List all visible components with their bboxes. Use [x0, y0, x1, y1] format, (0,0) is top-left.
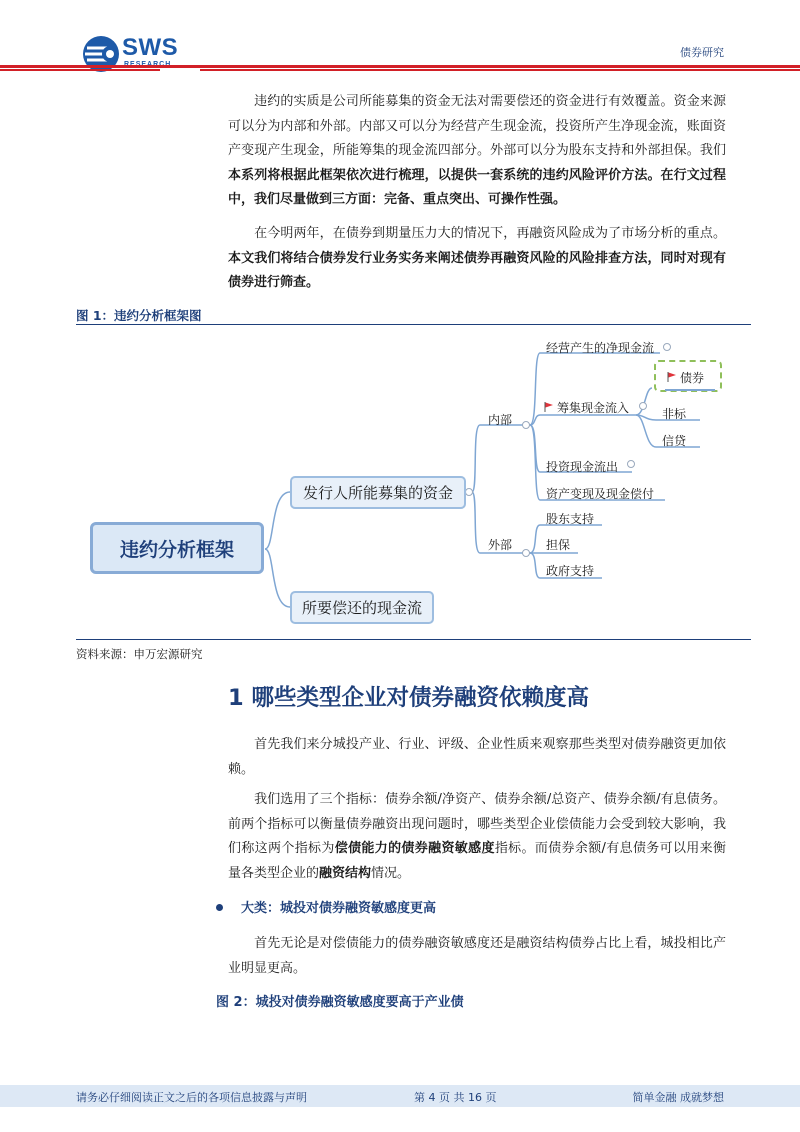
connector-fin-bond — [636, 388, 652, 415]
bullet-heading-text: 大类：城投对债券融资敏感度更高 — [241, 901, 437, 916]
intro-p1-text: 违约的实质是公司所能募集的资金无法对需要偿还的资金进行有效覆盖。资金来源可以分为内部和外部。内部又可以分为经营产生现金流，投资所产生净现金流，账面资产变现产生现金，所能筹集的现金流四部分。外部可以分为股东支持和外部担保。我们 — [228, 94, 726, 158]
connector-raised-internal — [472, 425, 530, 492]
figure-2-title: 图 2：城投对债券融资敏感度要高于产业债 — [216, 995, 464, 1010]
section1-p2-text-a: 我们选用了三个指标：债券余额/净资产、债券余额/总资产、债券余额/有息债务。前两个指标可以衡量债券融资出现问题时，哪些类型企业偿债能力会受到较大影响，我们称这两个指标为 — [228, 792, 726, 856]
bond-underline — [665, 389, 715, 391]
connector-root-raised — [265, 492, 290, 549]
collapse-marker-financing — [640, 403, 647, 410]
mindmap-node-financing — [544, 399, 629, 416]
section1-paragraph-3 — [228, 932, 726, 981]
sws-logo-icon — [82, 34, 120, 74]
figure-1-title: 图 1：违约分析框架图 — [76, 308, 202, 323]
section-label: 债券研究 — [680, 46, 724, 59]
section1-p2-text-b: 指标。而债券余额/有息债务可以用来衡量各类型企业的 — [228, 841, 726, 881]
section1-p2-bold-a: 偿债能力的债券融资敏感度 — [334, 841, 495, 856]
intro-p2-bold: 本文我们将结合债券发行业务实务来阐述债券再融资风险的风险排查方法，同时对现有债券进行筛查。 — [228, 250, 726, 290]
collapse-marker-internal — [523, 422, 530, 429]
mindmap-node-internal: 内部 — [488, 413, 513, 427]
figure-1-source: 资料来源：申万宏源研究 — [76, 647, 203, 661]
intro-paragraph-1 — [228, 90, 726, 213]
mindmap-node-credit: 信贷 — [662, 434, 687, 448]
mindmap-node-op-cf: 经营产生的净现金流 — [546, 341, 655, 355]
section1-paragraph-2 — [228, 788, 726, 886]
figure-1-bottom-rule — [76, 639, 751, 640]
mindmap-node-external: 外部 — [488, 538, 513, 552]
mindmap-node-guarantee: 担保 — [546, 538, 571, 552]
section1-p3-text: 首先无论是对偿债能力的债券融资敏感度还是融资结构债券占比上看，城投相比产业明显更高。 — [228, 936, 726, 976]
mindmap-node-government: 政府支持 — [546, 564, 595, 578]
section1-paragraph-1 — [228, 733, 726, 782]
header-rule — [0, 65, 800, 68]
expand-marker-op — [664, 344, 671, 351]
footer-page-number: 第 4 页 共 16 页 — [414, 1091, 497, 1104]
logo-text: SWS — [122, 34, 179, 61]
mindmap-node-nonstd: 非标 — [662, 407, 687, 421]
intro-p2-text: 在今明两年，在债券到期量压力大的情况下，再融资风险成为了市场分析的重点。 — [254, 226, 726, 241]
bullet-dot-icon — [216, 904, 223, 911]
collapse-marker-raised — [466, 489, 473, 496]
expand-marker-invest — [628, 461, 635, 468]
connector-internal-financing — [530, 415, 636, 425]
footer-disclaimer: 请务必仔细阅读正文之后的各项信息披露与声明 — [76, 1091, 307, 1104]
mindmap-node-repay: 所要偿还的现金流 — [290, 591, 434, 624]
mindmap-root: 违约分析框架 — [90, 522, 264, 574]
mindmap-node-shareholder: 股东支持 — [546, 512, 595, 526]
mindmap-node-invest: 投资现金流出 — [546, 460, 619, 474]
mindmap-node-bond-label: 债券 — [680, 371, 705, 385]
header-rule-left — [0, 69, 160, 71]
header-rule-right — [200, 69, 800, 71]
flag-icon — [544, 401, 554, 413]
flag-icon — [667, 371, 677, 383]
mindmap-node-bond — [667, 369, 704, 386]
section1-p2-text-c: 情况。 — [371, 865, 411, 881]
mindmap-node-asset: 资产变现及现金偿付 — [546, 487, 655, 501]
section-heading: 1 哪些类型企业对债券融资依赖度高 — [228, 685, 589, 711]
section1-p2-bold-b: 融资结构 — [319, 865, 372, 881]
bullet-heading — [216, 897, 436, 916]
section1-p1-text: 首先我们来分城投产业、行业、评级、企业性质来观察那些类型对债券融资更加依赖。 — [228, 737, 726, 777]
footer-slogan: 简单金融 成就梦想 — [632, 1091, 724, 1104]
collapse-marker-external — [523, 550, 530, 557]
mindmap-node-raised: 发行人所能募集的资金 — [290, 476, 466, 509]
mindmap-node-financing-label: 筹集现金流入 — [557, 401, 630, 415]
intro-paragraph-2 — [228, 222, 726, 296]
sws-logo — [82, 34, 192, 74]
connector-root-repay — [265, 549, 290, 607]
intro-p1-bold: 本系列将根据此框架依次进行梳理，以提供一套系统的违约风险评价方法。在行文过程中，我们尽量做到三方面：完备、重点突出、可操作性强。 — [228, 167, 726, 207]
